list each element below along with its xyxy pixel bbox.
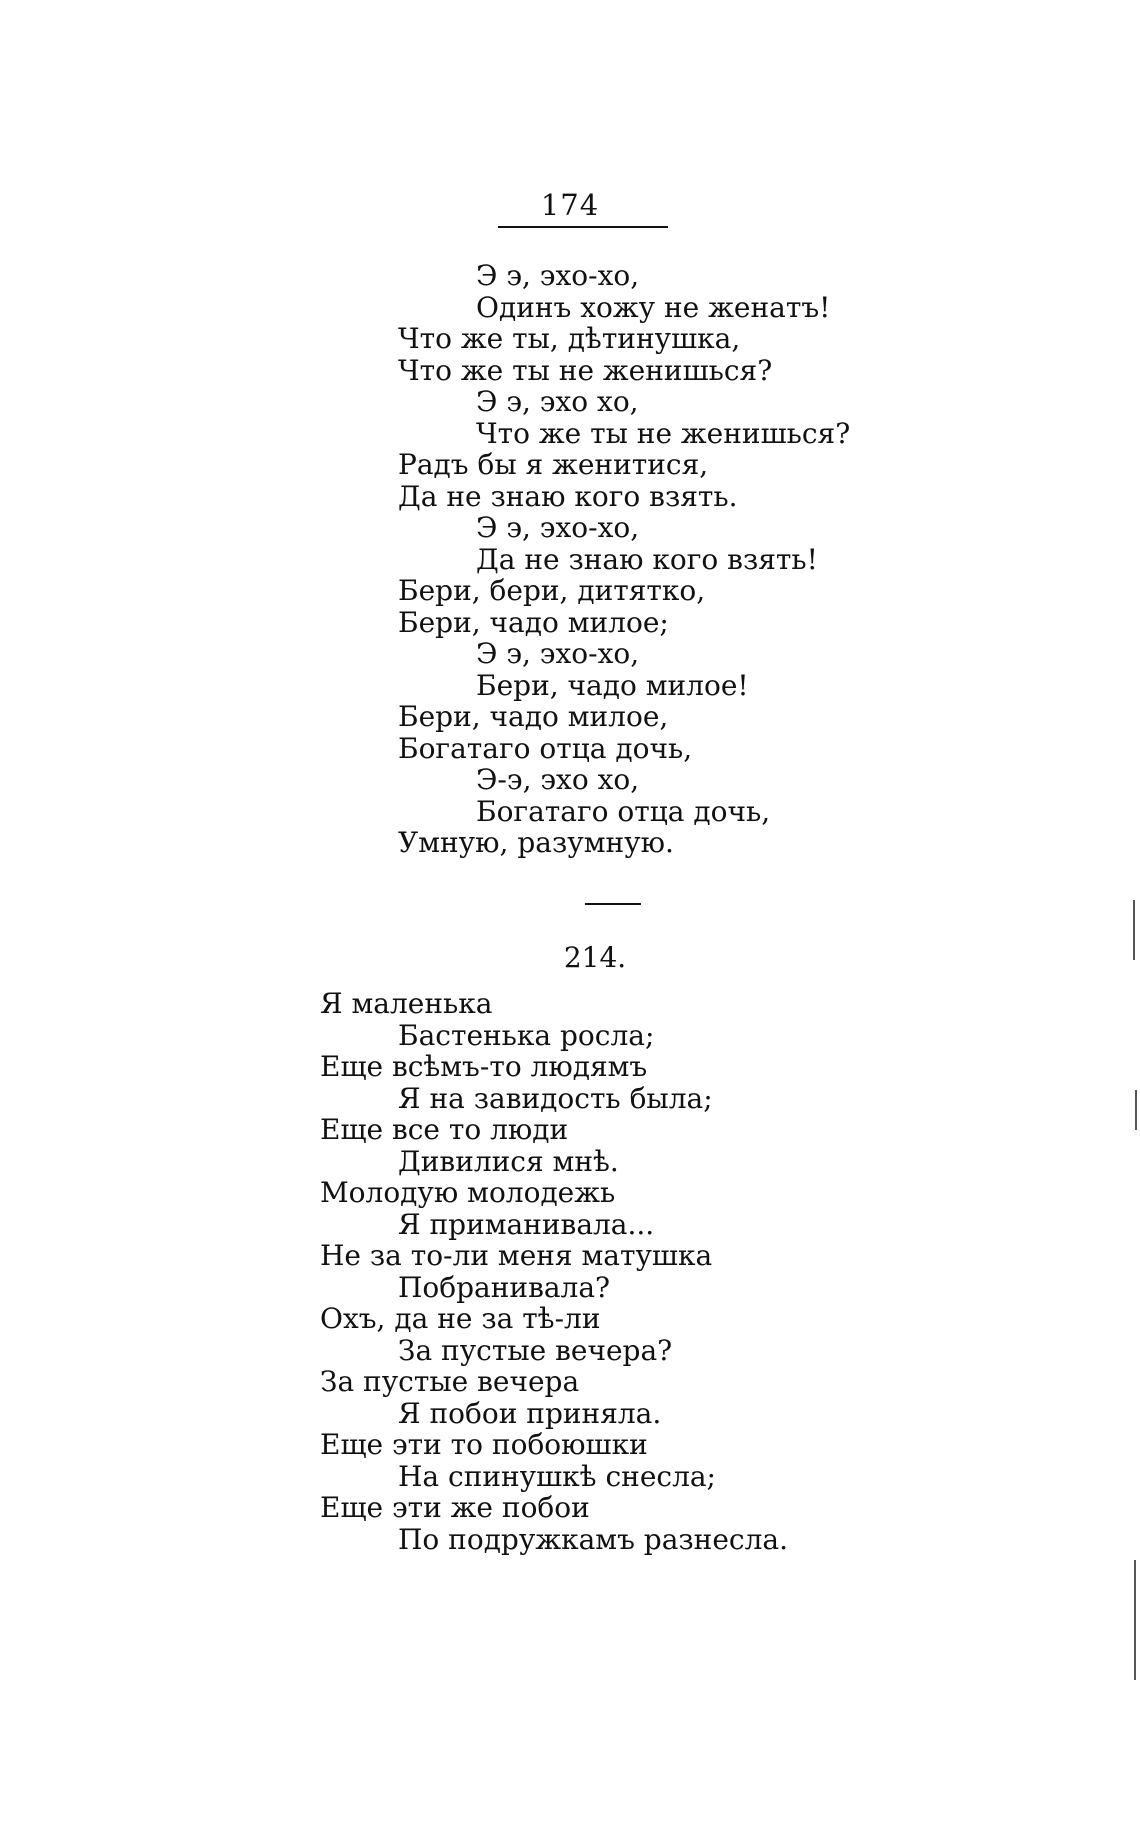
verse-line: Да не знаю кого взять!	[476, 542, 818, 576]
verse-line: Я маленька	[320, 987, 493, 1020]
poem-214	[320, 988, 788, 1555]
verse-line: Побранивала?	[398, 1270, 611, 1304]
verse-line: Охъ, да не за тѣ-ли	[320, 1302, 601, 1335]
verse-line: Я на завидость была;	[398, 1081, 713, 1115]
verse-line: Богатаго отца дочь,	[398, 731, 693, 765]
verse-line: Э э, эхо-хо,	[476, 259, 640, 292]
poem-continued	[398, 260, 850, 859]
verse-line: Одинъ хожу не женатъ!	[476, 290, 831, 324]
page-number: 174	[540, 188, 600, 222]
verse-line: Бери, чадо милое!	[476, 668, 749, 702]
verse-line: Еще всѣмъ-то людямъ	[320, 1050, 648, 1083]
verse-line: Да не знаю кого взять.	[398, 479, 738, 513]
verse-line: Дивилися мнѣ.	[398, 1144, 619, 1178]
verse-line: Еще все то люди	[320, 1113, 569, 1146]
verse-line: За пустые вечера?	[398, 1333, 673, 1367]
verse-line: Молодую молодежь	[320, 1176, 616, 1209]
verse-line: По подружкамъ разнесла.	[398, 1522, 788, 1556]
verse-line: Радъ бы я женитися,	[398, 448, 709, 481]
verse-line: Еще эти же побои	[320, 1491, 590, 1524]
scan-edge-mark	[1135, 1090, 1137, 1130]
verse-line: Еще эти то побоюшки	[320, 1428, 648, 1461]
verse-line: Что же ты не женишься?	[476, 416, 851, 450]
verse-line: Э э, эхо хо,	[476, 385, 639, 418]
verse-line: За пустые вечера	[320, 1365, 580, 1398]
verse-line: Э э, эхо-хо,	[476, 511, 640, 544]
scan-edge-mark	[1134, 1560, 1136, 1680]
verse-line: Богатаго отца дочь,	[476, 794, 771, 828]
verse-line: Что же ты не женишься?	[398, 353, 773, 387]
verse-line: Э-э, эхо хо,	[476, 763, 640, 796]
section-divider	[585, 903, 641, 905]
poem-number: 214.	[563, 941, 627, 974]
verse-line: Умную, разумную.	[398, 826, 674, 859]
verse-line: Бери, чадо милое;	[398, 605, 669, 639]
verse-line: Я приманивала...	[398, 1207, 655, 1241]
verse-line: Я побои приняла.	[398, 1396, 662, 1430]
verse-line: Не за то-ли меня матушка	[320, 1239, 713, 1272]
verse-line: Бастенька росла;	[398, 1018, 655, 1052]
verse-line: Что же ты, дѣтинушка,	[398, 322, 741, 355]
scan-edge-mark	[1133, 900, 1135, 960]
verse-line: Э э, эхо-хо,	[476, 637, 640, 670]
page-number-rule	[498, 226, 668, 228]
verse-line: На спинушкѣ снесла;	[398, 1459, 716, 1493]
verse-line: Бери, бери, дитятко,	[398, 574, 706, 607]
verse-line: Бери, чадо милое,	[398, 700, 669, 733]
